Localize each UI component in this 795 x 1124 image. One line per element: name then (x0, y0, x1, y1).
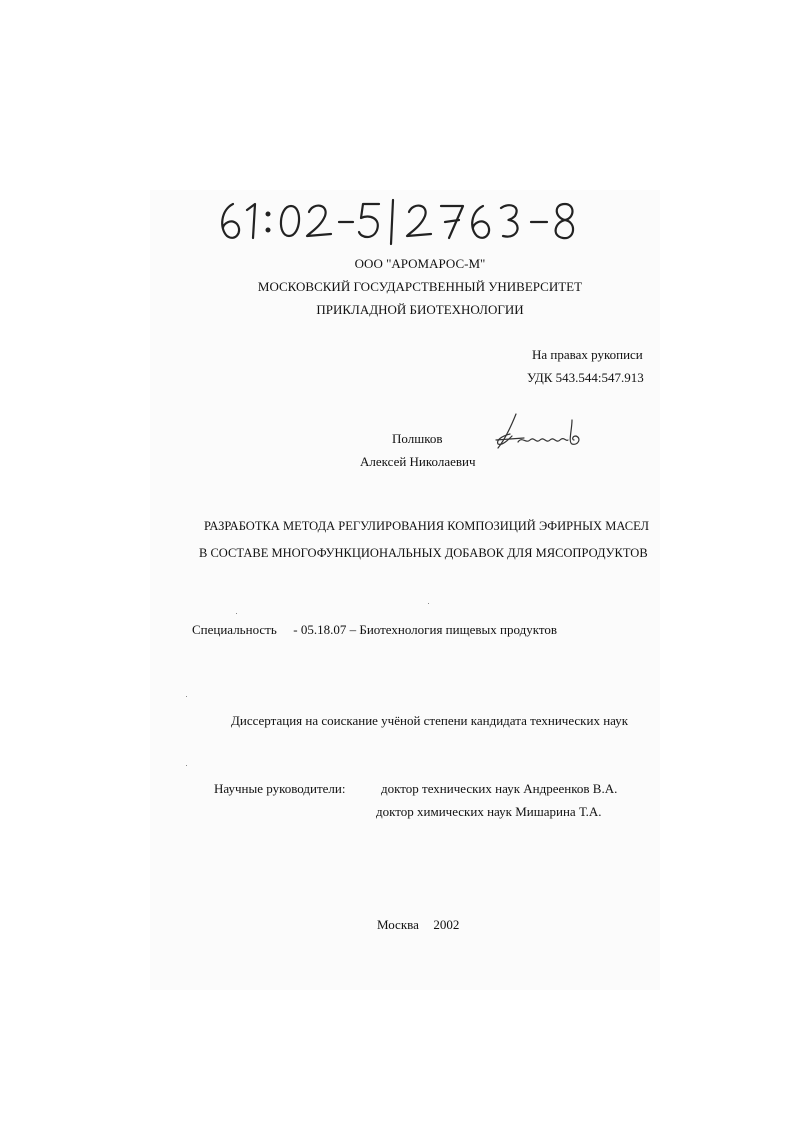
manuscript-rights: На правах рукописи (532, 347, 643, 362)
supervisors-label: Научные руководители: (214, 781, 346, 796)
specialty-value: - 05.18.07 – Биотехнология пищевых продуктов (293, 622, 557, 637)
city: Москва (377, 917, 419, 932)
supervisor-second: доктор химических наук Мишарина Т.А. (376, 804, 602, 819)
scan-speck (186, 765, 187, 766)
handwritten-archive-code (213, 196, 583, 246)
degree-statement: Диссертация на соискание учёной степени кандидата технических наук (231, 713, 629, 728)
supervisor-first: доктор технических наук Андреенков В.А. (381, 781, 618, 796)
organization-name: ООО "АРОМАРОС-М" (354, 256, 486, 271)
year: 2002 (433, 917, 460, 932)
scan-speck (236, 613, 237, 614)
author-surname: Полшков (392, 431, 443, 446)
author-given-names: Алексей Николаевич (360, 454, 476, 469)
university-name-cont: ПРИКЛАДНОЙ БИОТЕХНОЛОГИИ (316, 302, 524, 317)
scan-speck (428, 603, 429, 604)
dissertation-title-line2: В СОСТАВЕ МНОГОФУНКЦИОНАЛЬНЫХ ДОБАВОК ДЛЯ МЯСОПРОДУКТОВ (199, 546, 648, 560)
author-signature (488, 410, 588, 460)
place-and-year (377, 917, 459, 933)
university-name: МОСКОВСКИЙ ГОСУДАРСТВЕННЫЙ УНИВЕРСИТЕТ (257, 279, 583, 294)
scan-speck (186, 696, 187, 697)
specialty-row (192, 622, 557, 638)
specialty-label: Специальность (192, 622, 277, 637)
udk-code: УДК 543.544:547.913 (527, 370, 644, 385)
dissertation-title-line1: РАЗРАБОТКА МЕТОДА РЕГУЛИРОВАНИЯ КОМПОЗИЦИЙ ЭФИРНЫХ МАСЕЛ (204, 519, 650, 533)
